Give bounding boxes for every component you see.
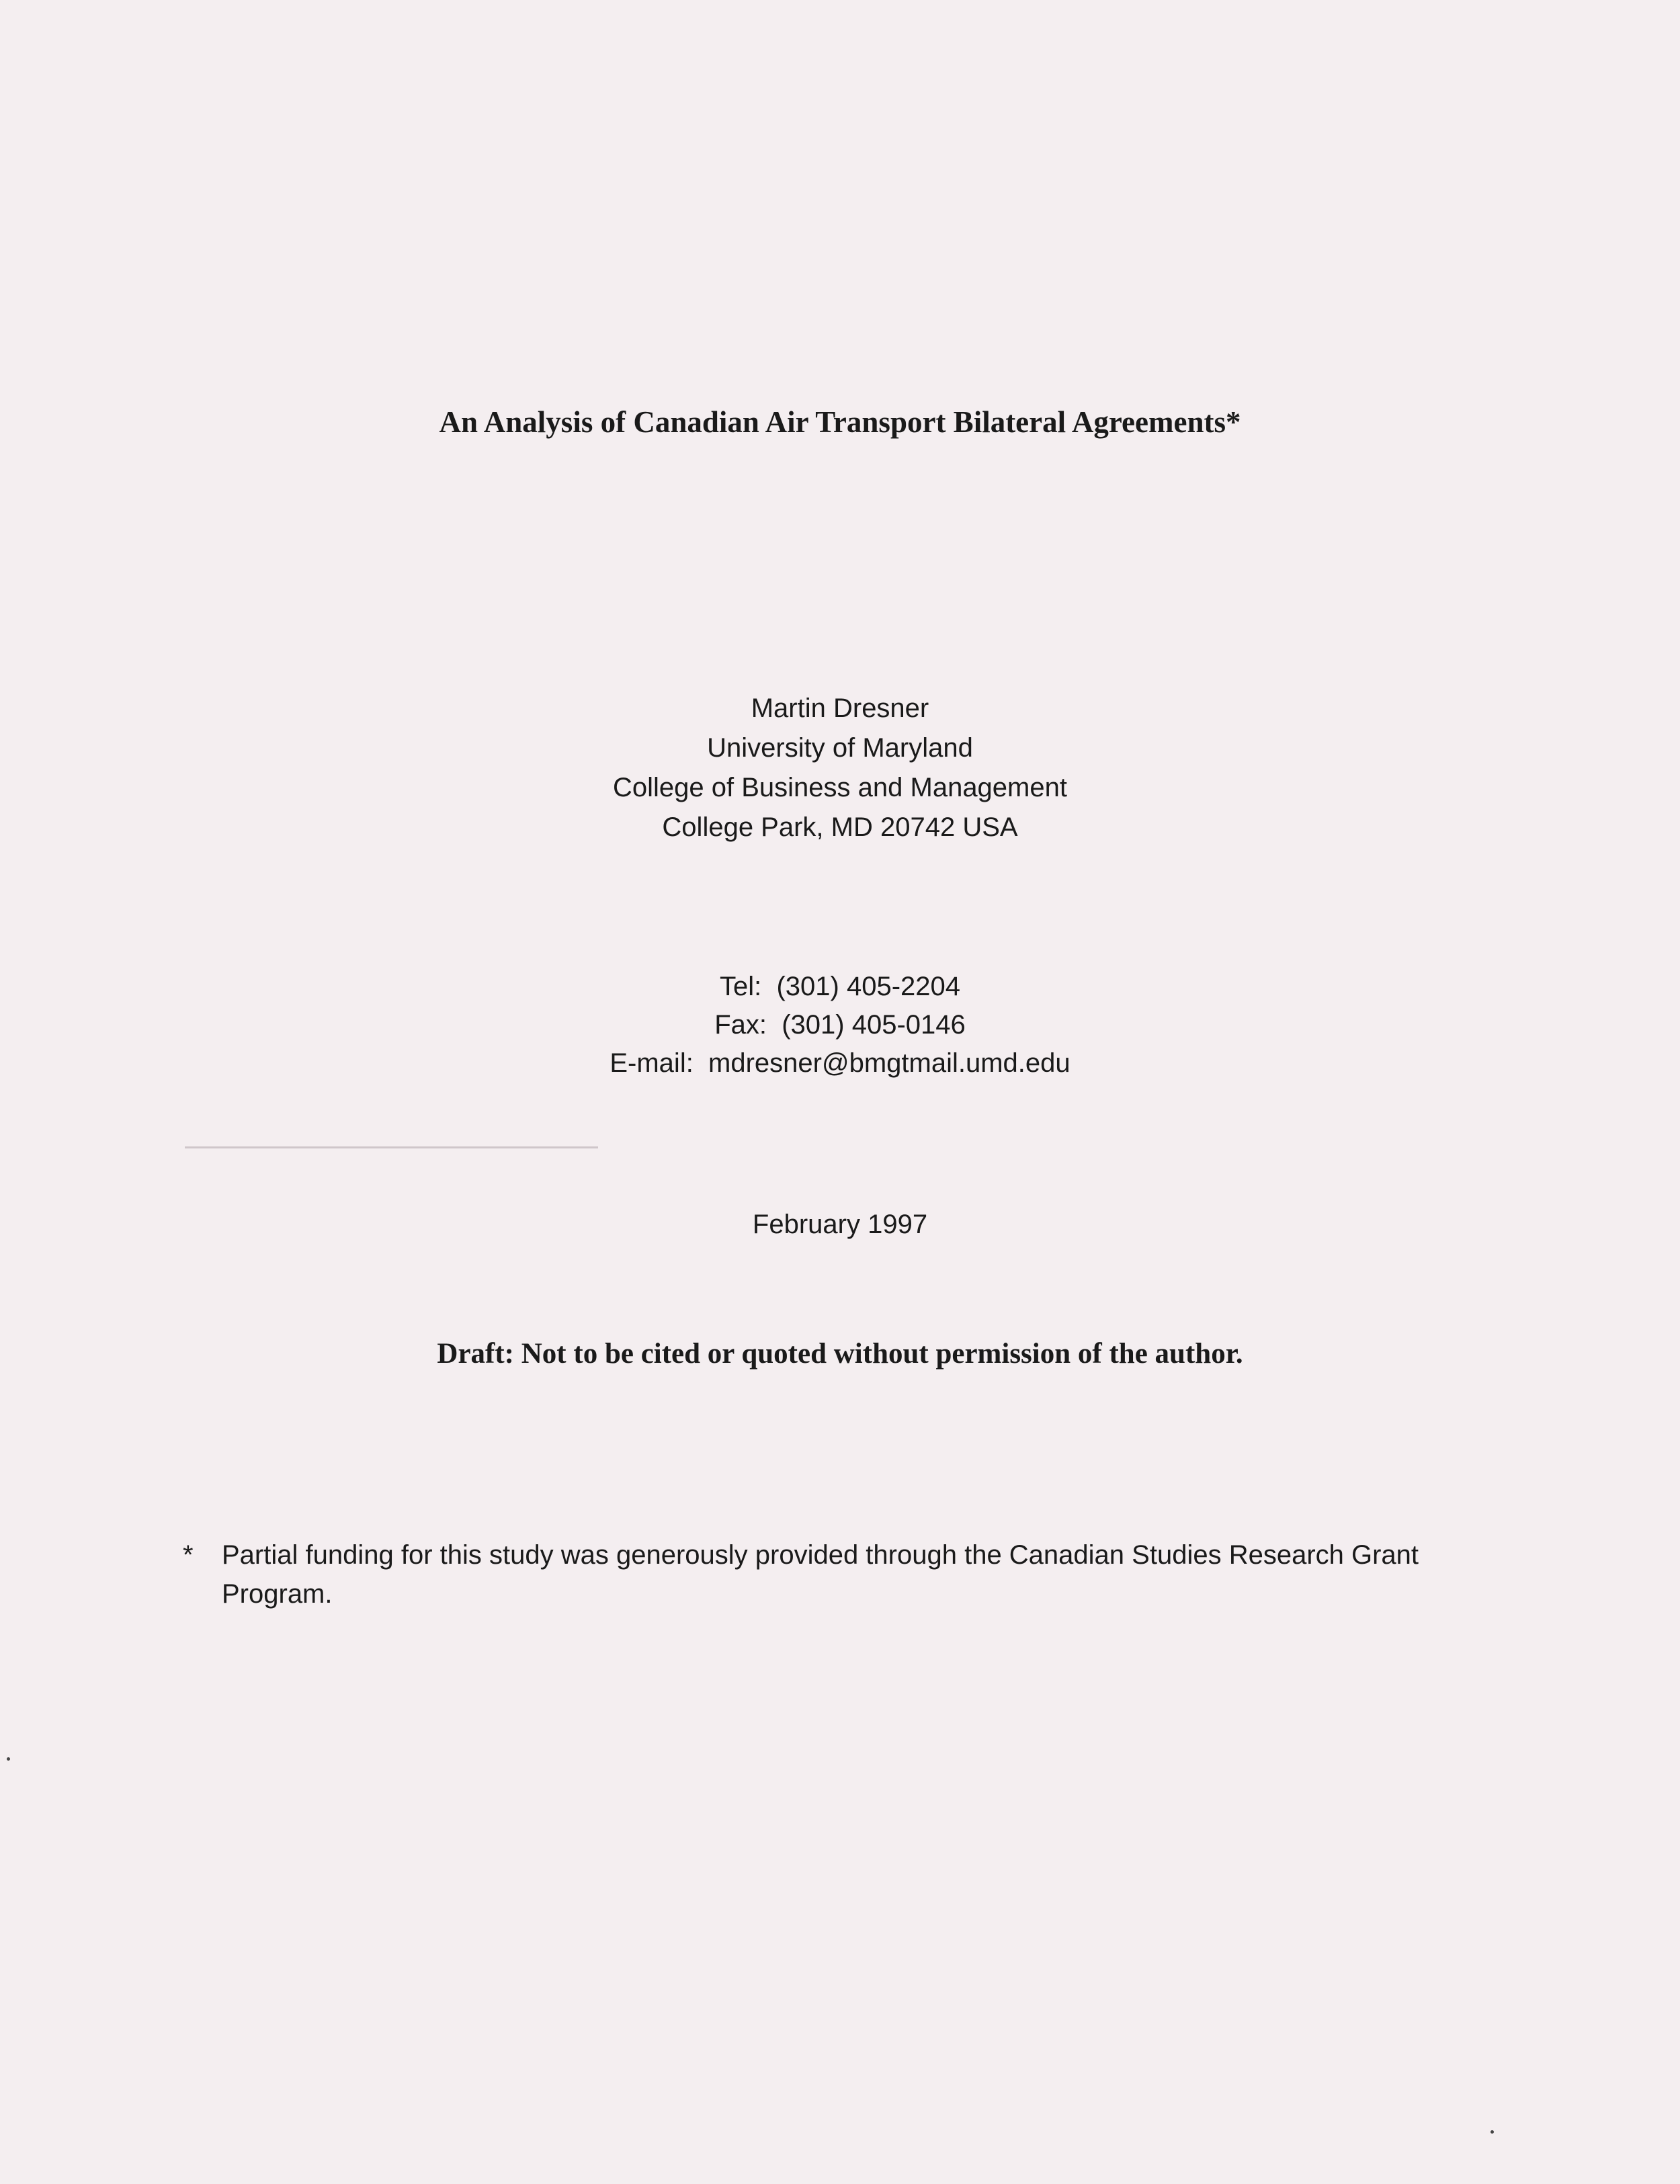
document-date: February 1997 [752, 1210, 928, 1239]
author-name: Martin Dresner [751, 694, 929, 723]
funding-footnote [183, 1536, 1527, 1613]
draft-notice: Draft: Not to be cited or quoted without permission of the author. [437, 1338, 1243, 1370]
email-address: mdresner@bmgtmail.umd.edu [708, 1048, 1070, 1078]
author-address: College Park, MD 20742 USA [662, 812, 1018, 842]
fax-number: (301) 405-0146 [782, 1010, 966, 1040]
fax-line [0, 1006, 1680, 1044]
fax-label: Fax: [714, 1010, 767, 1040]
scan-speck [7, 1757, 10, 1761]
telephone-number: (301) 405-2204 [776, 972, 961, 1001]
funding-footnote-text: Partial funding for this study was generously provided through the Canadian Studies Research Grant Program. [222, 1540, 1419, 1609]
author-institution: University of Maryland [707, 733, 973, 763]
scan-speck [1490, 2130, 1494, 2134]
contact-block [0, 968, 1680, 1083]
telephone-label: Tel: [719, 972, 762, 1001]
author-block [0, 689, 1680, 847]
email-label: E-mail: [610, 1048, 694, 1078]
author-college: College of Business and Management [613, 773, 1067, 802]
email-line [0, 1044, 1680, 1083]
telephone-line [0, 968, 1680, 1006]
document-title: An Analysis of Canadian Air Transport Bilateral Agreements* [439, 405, 1241, 439]
bleed-through-footnote-rule [185, 1146, 598, 1148]
footnote-marker: * [183, 1540, 194, 1570]
